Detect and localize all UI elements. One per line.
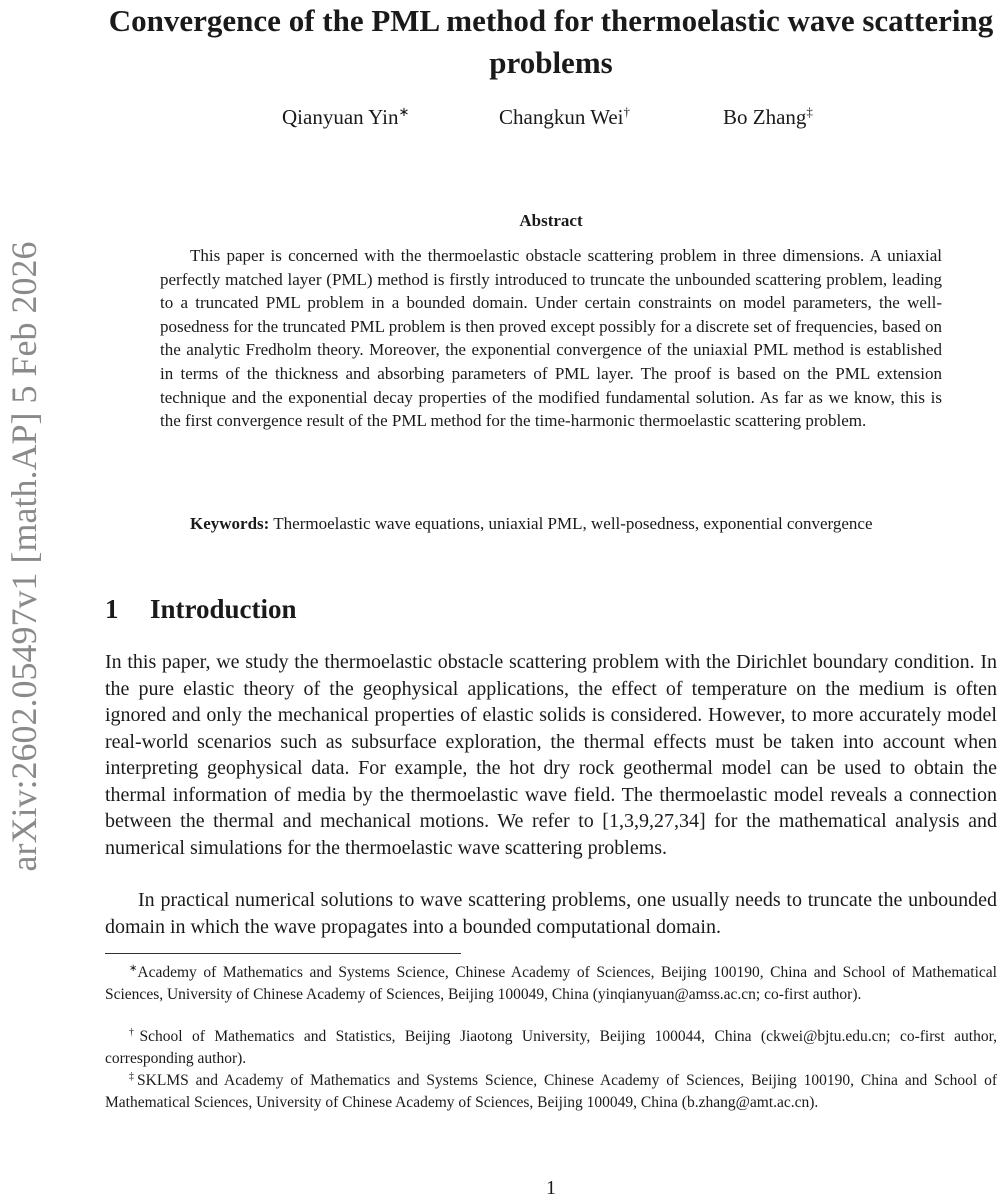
page-number: 1 bbox=[546, 1177, 556, 1199]
footnote-mark: ‡ bbox=[129, 1071, 138, 1082]
author-name: Qianyuan Yin∗ bbox=[282, 104, 410, 129]
arxiv-identifier[interactable]: arXiv:2602.05497v1 [math.AP] 5 Feb 2026 bbox=[4, 241, 44, 872]
body-paragraph: In this paper, we study the thermoelastic obstacle scattering problem with the Dirichlet boundary condition. In the pure elastic theory of the geophysical applications, the effect of temperature on the medium is often ignored and only the mechanical properties of elastic solids is considered. However, to more accurately model real-world scenarios such as subsurface exploration, the thermal effects must be taken into account when interpreting geophysical data. For example, the hot dry rock geothermal model can be used to obtain the thermal information of media by the thermoelastic wave field. The thermoelastic model reveals a connection between the thermal and mechanical motions. We refer to [1,3,9,27,34] for the mathematical analysis and numerical simulations for the thermoelastic wave scattering problems. bbox=[105, 651, 997, 859]
footnote-mark[interactable]: † bbox=[623, 104, 630, 119]
body-paragraph: In practical numerical solutions to wave scattering problems, one usually needs to truncate the unbounded domain in which the wave propagates into a bounded computational domain. bbox=[105, 889, 997, 938]
author-list bbox=[220, 104, 910, 134]
paper-title: Convergence of the PML method for thermoelastic wave scattering problems bbox=[108, 3, 994, 80]
footnote-mark[interactable]: ‡ bbox=[806, 104, 813, 119]
section-title: Introduction bbox=[150, 594, 297, 624]
footnote-mark[interactable]: ∗ bbox=[398, 104, 410, 119]
footnote-mark: † bbox=[129, 1027, 140, 1038]
footnote-divider bbox=[105, 953, 461, 954]
section-heading bbox=[105, 594, 605, 625]
footnote: ∗Academy of Mathematics and Systems Science, Chinese Academy of Sciences, Beijing 100190, China and School of Mathematical Sciences, University of Chinese Academy of Sciences, Beijing 100049, China (yinqianyuan@amss.ac.cn; co-first author). bbox=[105, 963, 997, 1003]
author-name: Changkun Wei† bbox=[499, 104, 630, 129]
keywords-label: Keywords: bbox=[190, 514, 270, 533]
footnote: ‡SKLMS and Academy of Mathematics and Systems Science, Chinese Academy of Sciences, Beijing 100190, China and School of Mathematical Sciences, University of Chinese Academy of Sciences, Beijing 100049, China (b.zhang@amt.ac.cn). bbox=[105, 1071, 997, 1111]
section-number: 1 bbox=[105, 594, 119, 624]
author-name: Bo Zhang‡ bbox=[723, 104, 813, 129]
footnote-mark: ∗ bbox=[129, 963, 138, 974]
abstract-text: This paper is concerned with the thermoelastic obstacle scattering problem in three dimensions. A uniaxial perfectly matched layer (PML) method is firstly introduced to truncate the unbounded scattering problem, leading to a truncated PML problem in a bounded domain. Under certain constraints on model parameters, the well-posedness for the truncated PML problem is then proved except possibly for a discrete set of frequencies, based on the analytic Fredholm theory. Moreover, the exponential convergence of the uniaxial PML method is established in terms of the thickness and absorbing parameters of PML layer. The proof is based on the PML extension technique and the exponential decay properties of the modified fundamental solution. As far as we know, this is the first convergence result of the PML method for the time-harmonic thermoelastic scattering problem. bbox=[160, 246, 942, 431]
keywords-text: Thermoelastic wave equations, uniaxial PML, well-posedness, exponential convergence bbox=[273, 514, 873, 533]
footnote: †School of Mathematics and Statistics, Beijing Jiaotong University, Beijing 100044, China (ckwei@bjtu.edu.cn; co-first author, corresponding author). bbox=[105, 1027, 997, 1067]
keywords bbox=[160, 512, 942, 536]
abstract-heading: Abstract bbox=[519, 211, 583, 230]
